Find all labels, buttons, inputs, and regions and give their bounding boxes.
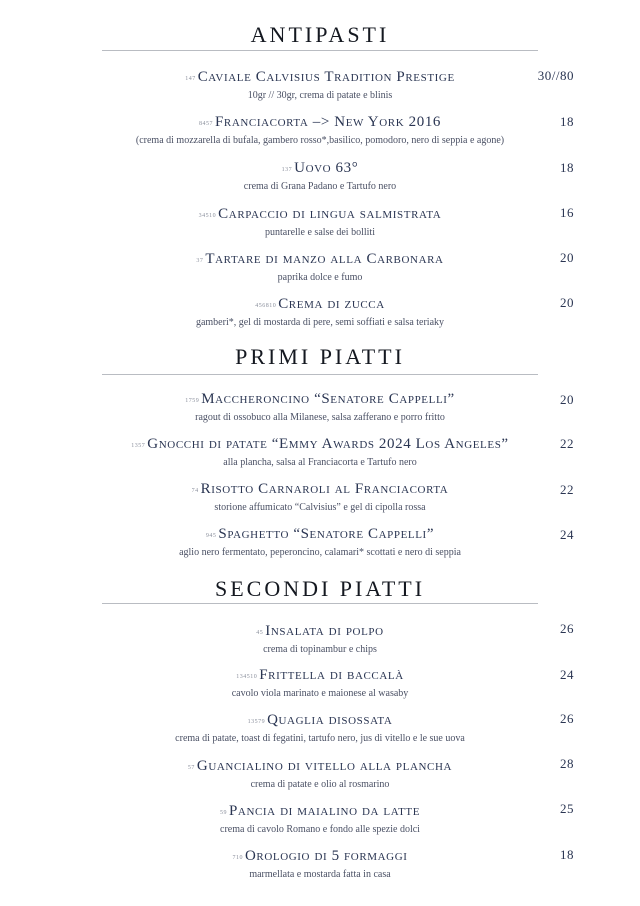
- item-name: Franciacorta –> New York 2016: [214, 114, 442, 130]
- item-title: [102, 113, 538, 133]
- allergen-codes: 1759: [185, 398, 200, 404]
- menu-item: [102, 435, 538, 469]
- menu-item: [102, 666, 538, 700]
- allergen-codes: 456810: [255, 303, 277, 309]
- item-price: 18: [560, 114, 574, 129]
- item-title: [102, 295, 538, 315]
- menu-item: [102, 390, 538, 424]
- item-name: Carpaccio di lingua salmistrata: [218, 206, 442, 222]
- item-title: [102, 480, 538, 500]
- item-title: [102, 159, 538, 179]
- menu-item: [102, 622, 538, 656]
- allergen-codes: 8457: [198, 121, 213, 127]
- item-name: Quaglia disossata: [267, 712, 393, 728]
- item-description: (crema di mozzarella di bufala, gambero rosso*,basilico, pomodoro, nero di seppia e agone): [135, 135, 505, 146]
- menu-item: [102, 250, 538, 284]
- item-name: Spaghetto “Senatore Cappelli”: [218, 526, 435, 542]
- section-divider: [102, 603, 538, 604]
- item-title: [102, 666, 538, 686]
- item-name: Maccheroncino “Senatore Cappelli”: [201, 391, 455, 407]
- item-description: gamberi*, gel di mostarda di pere, semi soffiati e salsa teriaky: [195, 317, 445, 328]
- section-divider: [102, 50, 538, 51]
- item-description: 10gr // 30gr, crema di patate e blinis: [247, 90, 393, 101]
- menu-item: [102, 113, 538, 147]
- item-price: 18: [560, 847, 574, 862]
- item-description: marmellata e mostarda fatta in casa: [249, 869, 391, 880]
- item-title: [102, 68, 538, 88]
- item-title: [102, 757, 538, 777]
- menu-item: [102, 159, 538, 193]
- item-description: crema di patate, toast di fegatini, tartufo nero, jus di vitello e le sue uova: [175, 733, 465, 744]
- allergen-codes: 45: [256, 630, 264, 636]
- allergen-codes: 710: [232, 855, 243, 861]
- item-name: Uovo 63°: [294, 160, 359, 176]
- menu-item: [102, 757, 538, 791]
- item-title: [102, 205, 538, 225]
- item-description: ragout di ossobuco alla Milanese, salsa zafferano e porro fritto: [195, 412, 445, 423]
- item-name: Frittella di baccalà: [259, 667, 404, 683]
- item-name: Guancialino di vitello alla plancha: [196, 758, 453, 774]
- allergen-codes: 1357: [131, 443, 146, 449]
- menu-item: [102, 525, 538, 559]
- item-price: 25: [560, 801, 574, 816]
- allergen-codes: 137: [281, 167, 293, 173]
- item-name: Crema di zucca: [278, 296, 385, 312]
- allergen-codes: 74: [191, 488, 199, 494]
- item-price: 30//80: [537, 68, 574, 83]
- item-title: [102, 525, 538, 545]
- item-description: aglio nero fermentato, peperoncino, calamari* scottati e nero di seppia: [179, 547, 461, 558]
- item-title: [102, 711, 538, 731]
- item-description: cavolo viola marinato e maionese al wasaby: [231, 688, 409, 699]
- menu-item: [102, 205, 538, 239]
- menu-item: [102, 711, 538, 745]
- item-description: crema di Grana Padano e Tartufo nero: [243, 181, 397, 192]
- menu-item: [102, 480, 538, 514]
- item-title: [102, 390, 538, 410]
- item-price: 22: [560, 436, 574, 451]
- item-name: Gnocchi di patate “Emmy Awards 2024 Los Angeles”: [147, 436, 509, 452]
- menu-item: [102, 802, 538, 836]
- item-description: crema di patate e olio al rosmarino: [250, 779, 390, 790]
- item-name: Insalata di polpo: [265, 623, 384, 639]
- item-description: storione affumicato “Calvisius” e gel di cipolla rossa: [214, 502, 426, 513]
- item-description: paprika dolce e fumo: [277, 272, 363, 283]
- item-name: Caviale Calvisius Tradition Prestige: [197, 69, 455, 85]
- section-divider: [102, 374, 538, 375]
- item-name: Risotto Carnaroli al Franciacorta: [200, 481, 449, 497]
- item-name: Orologio di 5 formaggi: [244, 848, 408, 864]
- allergen-codes: 134510: [236, 674, 258, 680]
- item-description: alla plancha, salsa al Franciacorta e Tartufo nero: [223, 457, 417, 468]
- menu-item: [102, 68, 538, 102]
- item-price: 24: [560, 667, 574, 682]
- item-title: [102, 250, 538, 270]
- item-title: [102, 622, 538, 642]
- item-title: [102, 802, 538, 822]
- allergen-codes: 57: [187, 765, 195, 771]
- menu-item: [102, 847, 538, 881]
- item-price: 28: [560, 756, 574, 771]
- section-title-antipasti: ANTIPASTI: [250, 22, 390, 47]
- section-title-secondi-piatti: SECONDI PIATTI: [214, 576, 426, 601]
- item-price: 20: [560, 250, 574, 265]
- item-price: 16: [560, 205, 574, 220]
- item-description: crema di topinambur e chips: [263, 644, 377, 655]
- item-price: 26: [560, 621, 574, 636]
- item-name: Tartare di manzo alla Carbonara: [205, 251, 444, 267]
- menu-item: [102, 295, 538, 329]
- section-title-primi-piatti: PRIMI PIATTI: [235, 344, 405, 369]
- allergen-codes: 945: [205, 533, 217, 539]
- allergen-codes: 13579: [247, 719, 266, 725]
- allergen-codes: 37: [196, 258, 204, 264]
- item-name: Pancia di maialino da latte: [228, 803, 421, 819]
- item-price: 18: [560, 160, 574, 175]
- item-description: crema di cavolo Romano e fondo alle spezie dolci: [220, 824, 420, 835]
- item-price: 24: [560, 527, 574, 542]
- item-price: 20: [560, 392, 574, 407]
- item-description: puntarelle e salse dei bolliti: [265, 227, 375, 238]
- item-price: 26: [560, 711, 574, 726]
- item-title: [102, 847, 538, 867]
- allergen-codes: 147: [185, 76, 196, 82]
- allergen-codes: 34510: [198, 213, 217, 219]
- item-title: [102, 435, 538, 455]
- item-price: 20: [560, 295, 574, 310]
- item-price: 22: [560, 482, 574, 497]
- allergen-codes: 59: [219, 810, 227, 816]
